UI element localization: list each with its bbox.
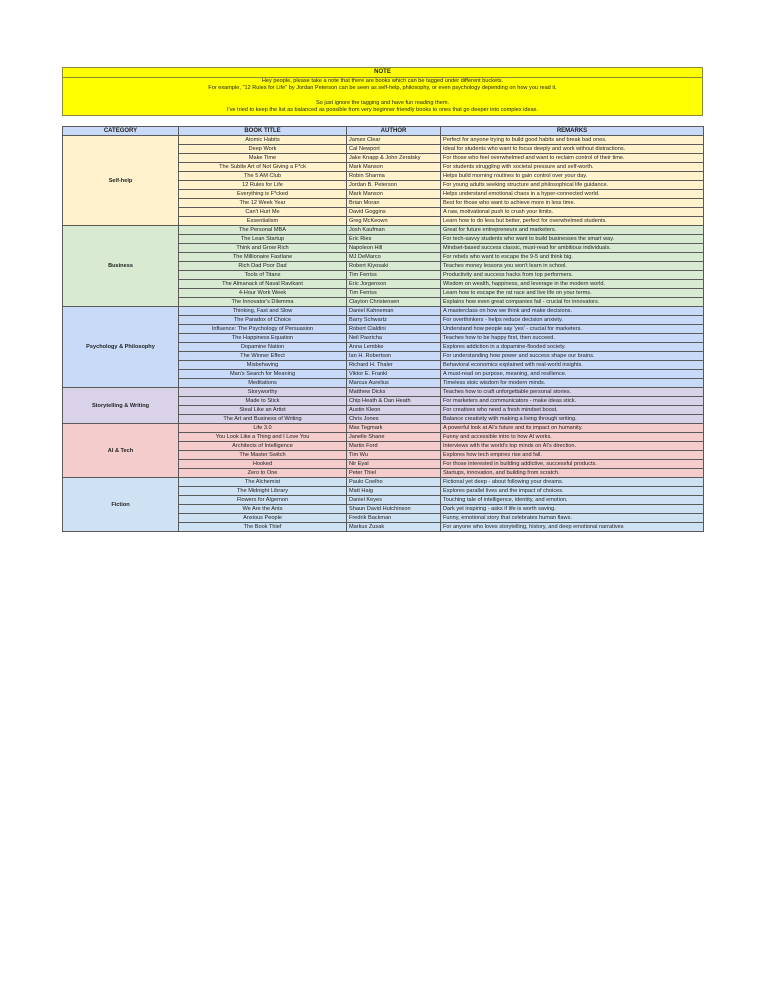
book-title-cell[interactable]: Can't Hurt Me [179, 208, 347, 217]
remark-cell[interactable]: For those interested in building addictive, successful products. [441, 460, 704, 469]
author-cell[interactable]: Tim Ferriss [347, 271, 441, 280]
book-title-cell[interactable]: Rich Dad Poor Dad [179, 262, 347, 271]
remark-cell[interactable]: Interviews with the world's top minds on AI's direction. [441, 442, 704, 451]
author-cell[interactable]: Janelle Shane [347, 433, 441, 442]
book-title-cell[interactable]: Zero to One [179, 469, 347, 478]
remark-cell[interactable]: Helps build morning routines to gain control over your day. [441, 172, 704, 181]
book-title-cell[interactable]: Meditations [179, 379, 347, 388]
author-cell[interactable]: Ian H. Robertson [347, 352, 441, 361]
book-title-cell[interactable]: The Master Switch [179, 451, 347, 460]
author-cell[interactable]: Chip Heath & Dan Heath [347, 397, 441, 406]
category-cell[interactable]: Business [63, 226, 179, 307]
author-cell[interactable]: Robert Cialdini [347, 325, 441, 334]
author-cell[interactable]: Richard H. Thaler [347, 361, 441, 370]
book-title-cell[interactable]: The Midnight Library [179, 487, 347, 496]
table-row [63, 226, 704, 235]
remark-cell[interactable]: Explains how even great companies fail - crucial for innovators. [441, 298, 704, 307]
author-cell[interactable]: Max Tegmark [347, 424, 441, 433]
book-title-cell[interactable]: The Alchemist [179, 478, 347, 487]
remark-cell[interactable]: Balance creativity with making a living through writing. [441, 415, 704, 424]
author-cell[interactable]: Viktor E. Frankl [347, 370, 441, 379]
remark-cell[interactable]: Funny and accessible intro to how AI works. [441, 433, 704, 442]
table-row [63, 388, 704, 397]
author-cell[interactable]: Shaun David Hutchinson [347, 505, 441, 514]
book-title-cell[interactable]: Tools of Titans [179, 271, 347, 280]
remark-cell[interactable]: Fictional yet deep - about following your dreams. [441, 478, 704, 487]
author-cell[interactable]: Jake Knapp & John Zeratsky [347, 154, 441, 163]
book-title-cell[interactable]: The Winner Effect [179, 352, 347, 361]
book-title-cell[interactable]: Atomic Habits [179, 136, 347, 145]
book-title-cell[interactable]: Architects of Intelligence [179, 442, 347, 451]
author-cell[interactable]: Anna Lembke [347, 343, 441, 352]
header-row [63, 127, 704, 136]
book-title-cell[interactable]: The Paradox of Choice [179, 316, 347, 325]
book-title-cell[interactable]: Essentialism [179, 217, 347, 226]
remark-cell[interactable]: Learn how to escape the rat race and live life on your terms. [441, 289, 704, 298]
book-title-cell[interactable]: Steal Like an Artist [179, 406, 347, 415]
author-cell[interactable]: Cal Newport [347, 145, 441, 154]
book-title-cell[interactable]: Make Time [179, 154, 347, 163]
note-line: Hey people, please take a note that there are books which can be tagged under different buckets. [261, 78, 504, 84]
author-cell[interactable]: Markus Zusak [347, 523, 441, 532]
book-title-cell[interactable]: 4-Hour Work Week [179, 289, 347, 298]
author-cell[interactable]: Matthew Dicks [347, 388, 441, 397]
book-title-cell[interactable]: Flowers for Algernon [179, 496, 347, 505]
header-category[interactable]: CATEGORY [63, 127, 179, 136]
remark-cell[interactable]: Best for those who want to achieve more in less time. [441, 199, 704, 208]
book-title-cell[interactable]: Man's Search for Meaning [179, 370, 347, 379]
book-title-cell[interactable]: Think and Grow Rich [179, 244, 347, 253]
category-cell[interactable]: Self-help [63, 136, 179, 226]
author-cell[interactable]: Greg McKeown [347, 217, 441, 226]
header-remarks[interactable]: REMARKS [441, 127, 704, 136]
header-author[interactable]: AUTHOR [347, 127, 441, 136]
table-row [63, 136, 704, 145]
author-cell[interactable]: Eric Ries [347, 235, 441, 244]
author-cell[interactable]: Peter Thiel [347, 469, 441, 478]
book-title-cell[interactable]: Misbehaving [179, 361, 347, 370]
author-cell[interactable]: Fredrik Backman [347, 514, 441, 523]
remark-cell[interactable]: Behavioral economics explained with real-world insights. [441, 361, 704, 370]
remark-cell[interactable]: Funny, emotional story that celebrates human flaws. [441, 514, 704, 523]
author-cell[interactable]: Eric Jorgenson [347, 280, 441, 289]
book-title-cell[interactable]: Everything is F*cked [179, 190, 347, 199]
author-cell[interactable]: Daniel Kahneman [347, 307, 441, 316]
author-cell[interactable]: Martin Ford [347, 442, 441, 451]
author-cell[interactable]: Brian Moran [347, 199, 441, 208]
table-row [63, 424, 704, 433]
author-cell[interactable]: Chris Jones [347, 415, 441, 424]
table-row [63, 478, 704, 487]
author-cell[interactable]: Josh Kaufman [347, 226, 441, 235]
book-title-cell[interactable]: The Happiness Equation [179, 334, 347, 343]
book-title-cell[interactable]: Life 3.0 [179, 424, 347, 433]
author-cell[interactable]: Austin Kleon [347, 406, 441, 415]
book-title-cell[interactable]: The Lean Startup [179, 235, 347, 244]
remark-cell[interactable]: For overthinkers - helps reduce decision anxiety. [441, 316, 704, 325]
author-cell[interactable]: Mark Manson [347, 190, 441, 199]
remark-cell[interactable]: For anyone who loves storytelling, history, and deep emotional narratives [441, 523, 704, 532]
book-title-cell[interactable]: Hooked [179, 460, 347, 469]
author-cell[interactable]: Robin Sharma [347, 172, 441, 181]
remark-cell[interactable]: For marketers and communicators - make ideas stick. [441, 397, 704, 406]
remark-cell[interactable]: Teaches how to craft unforgettable personal stories. [441, 388, 704, 397]
author-cell[interactable]: Robert Kiyosaki [347, 262, 441, 271]
book-title-cell[interactable]: The Book Thief [179, 523, 347, 532]
note-line: I've tried to keep the list as balanced as possible from very beginner friendly books to ones that go deeper into complex ideas. [226, 107, 539, 114]
remark-cell[interactable]: For rebels who want to escape the 9-5 and think big. [441, 253, 704, 262]
book-title-cell[interactable]: The 5 AM Club [179, 172, 347, 181]
book-title-cell[interactable]: Deep Work [179, 145, 347, 154]
table-body [63, 136, 704, 532]
remark-cell[interactable]: A raw, motivational push to crush your limits. [441, 208, 704, 217]
book-title-cell[interactable]: Influence: The Psychology of Persuasion [179, 325, 347, 334]
remark-cell[interactable]: Touching tale of intelligence, identity, and emotion. [441, 496, 704, 505]
category-cell[interactable]: Storytelling & Writing [63, 388, 179, 424]
remark-cell[interactable]: Teaches money lessons you won't learn in school. [441, 262, 704, 271]
remark-cell[interactable]: For young adults seeking structure and philosophical life guidance. [441, 181, 704, 190]
author-cell[interactable]: Nir Eyal [347, 460, 441, 469]
author-cell[interactable]: Jordan B. Peterson [347, 181, 441, 190]
remark-cell[interactable]: Explores addiction in a dopamine-flooded society. [441, 343, 704, 352]
remark-cell[interactable]: A must-read on purpose, meaning, and resilience. [441, 370, 704, 379]
remark-cell[interactable]: Ideal for students who want to focus deeply and work without distractions. [441, 145, 704, 154]
remark-cell[interactable]: Explores how tech empires rise and fall. [441, 451, 704, 460]
remark-cell[interactable]: Understand how people say 'yes' - crucial for marketers. [441, 325, 704, 334]
remark-cell[interactable]: Timeless stoic wisdom for modern minds. [441, 379, 704, 388]
remark-cell[interactable]: Helps understand emotional chaos in a hyper-connected world. [441, 190, 704, 199]
book-title-cell[interactable]: The Almanack of Naval Ravikant [179, 280, 347, 289]
author-cell[interactable]: Mark Manson [347, 163, 441, 172]
remark-cell[interactable]: Mindset-based success classic, must-read for ambitious individuals. [441, 244, 704, 253]
category-cell[interactable]: Fiction [63, 478, 179, 532]
book-title-cell[interactable]: Storyworthy [179, 388, 347, 397]
author-cell[interactable]: Barry Schwartz [347, 316, 441, 325]
note-spacer [63, 93, 702, 100]
book-title-cell[interactable]: The Millionaire Fastlane [179, 253, 347, 262]
remark-cell[interactable]: For tech-savvy students who want to build businesses the smart way. [441, 235, 704, 244]
book-title-cell[interactable]: We Are the Ants [179, 505, 347, 514]
note-line: So just ignore the tagging and have fun reading them. [315, 99, 450, 106]
book-title-cell[interactable]: Thinking, Fast and Slow [179, 307, 347, 316]
remark-cell[interactable]: Wisdom on wealth, happiness, and leverage in the modern world. [441, 280, 704, 289]
remark-cell[interactable]: For understanding how power and success shape our brains. [441, 352, 704, 361]
author-cell[interactable]: Neil Pasricha [347, 334, 441, 343]
books-table [62, 126, 704, 532]
remark-cell[interactable]: Great for future entrepreneurs and marketers. [441, 226, 704, 235]
note-line: For example, "12 Rules for Life" by Jordan Peterson can be seen as self-help, philosophy, or even psychology depending on how you read it. [208, 85, 557, 92]
remark-cell[interactable]: For creatives who need a fresh mindset boost. [441, 406, 704, 415]
remark-cell[interactable]: Perfect for anyone trying to build good habits and break bad ones. [441, 136, 704, 145]
author-cell[interactable]: Clayton Christensen [347, 298, 441, 307]
book-title-cell[interactable]: You Look Like a Thing and I Love You [179, 433, 347, 442]
author-cell[interactable]: Paulo Coelho [347, 478, 441, 487]
book-title-cell[interactable]: 12 Rules for Life [179, 181, 347, 190]
header-book-title[interactable]: BOOK TITLE [179, 127, 347, 136]
note-box [62, 67, 703, 116]
book-title-cell[interactable]: The 12 Week Year [179, 199, 347, 208]
book-title-cell[interactable]: The Art and Business of Writing [179, 415, 347, 424]
book-title-cell[interactable]: Dopamine Nation [179, 343, 347, 352]
remark-cell[interactable]: For those who feel overwhelmed and want to reclaim control of their time. [441, 154, 704, 163]
book-title-cell[interactable]: The Personal MBA [179, 226, 347, 235]
remark-cell[interactable]: Learn how to do less but better, perfect for overwhelmed students. [441, 217, 704, 226]
author-cell[interactable]: Napoleon Hill [347, 244, 441, 253]
remark-cell[interactable]: A powerful look at AI's future and its impact on humanity. [441, 424, 704, 433]
author-cell[interactable]: MJ DeMarco [347, 253, 441, 262]
remark-cell[interactable]: Productivity and success hacks from top performers. [441, 271, 704, 280]
table-row [63, 307, 704, 316]
author-cell[interactable]: Marcus Aurelius [347, 379, 441, 388]
book-title-cell[interactable]: The Innovator's Dilemma [179, 298, 347, 307]
author-cell[interactable]: Tim Wu [347, 451, 441, 460]
book-title-cell[interactable]: The Subtle Art of Not Giving a F*ck [179, 163, 347, 172]
author-cell[interactable]: David Goggins [347, 208, 441, 217]
category-cell[interactable]: AI & Tech [63, 424, 179, 478]
author-cell[interactable]: Matt Haig [347, 487, 441, 496]
note-title: NOTE [63, 68, 702, 78]
remark-cell[interactable]: Explores parallel lives and the impact of choices. [441, 487, 704, 496]
book-title-cell[interactable]: Made to Stick [179, 397, 347, 406]
remark-cell[interactable]: For students struggling with societal pressure and self-worth. [441, 163, 704, 172]
author-cell[interactable]: James Clear [347, 136, 441, 145]
remark-cell[interactable]: A masterclass on how we think and make decisions. [441, 307, 704, 316]
book-title-cell[interactable]: Anxious People [179, 514, 347, 523]
category-cell[interactable]: Psychology & Philosophy [63, 307, 179, 388]
remark-cell[interactable]: Dark yet inspiring - asks if life is worth saving. [441, 505, 704, 514]
author-cell[interactable]: Tim Ferriss [347, 289, 441, 298]
remark-cell[interactable]: Teaches how to be happy first, then succeed. [441, 334, 704, 343]
remark-cell[interactable]: Startups, innovation, and building from scratch. [441, 469, 704, 478]
author-cell[interactable]: Daniel Keyes [347, 496, 441, 505]
